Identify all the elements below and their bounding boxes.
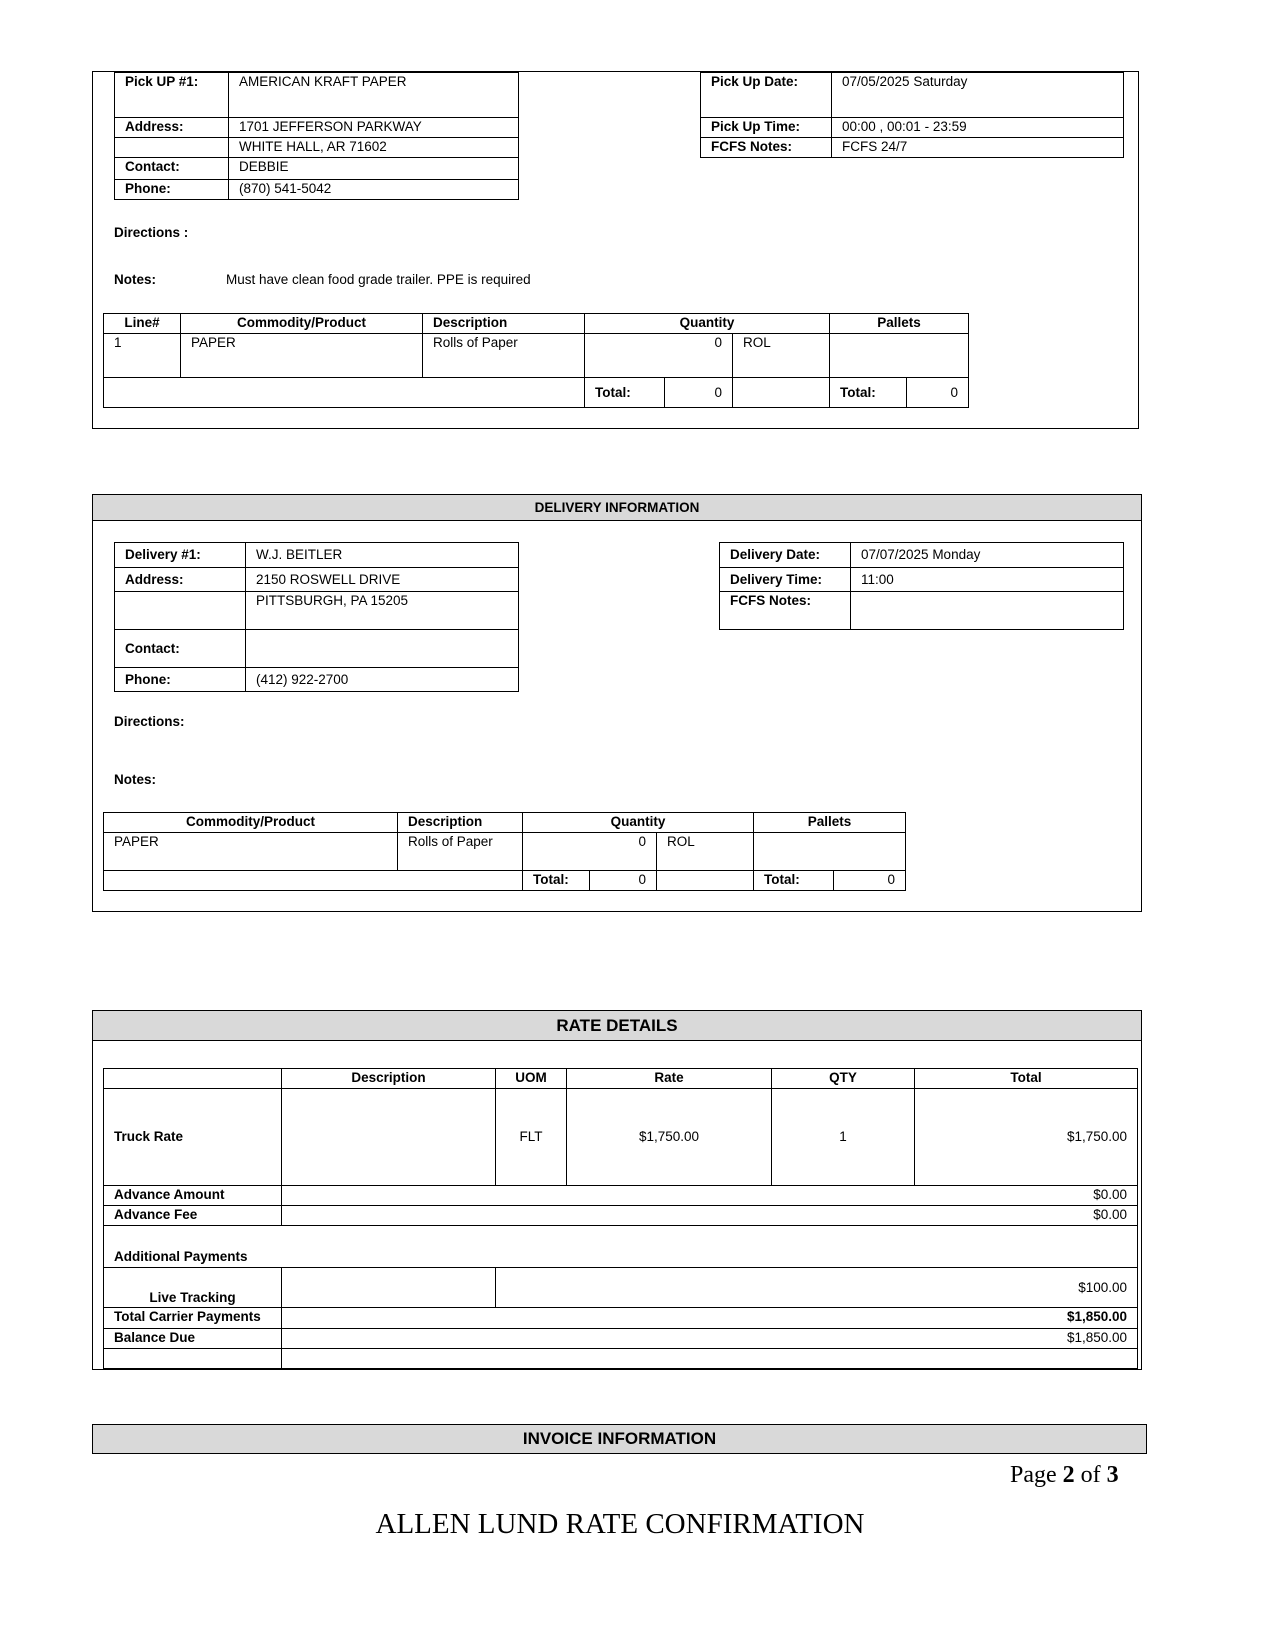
pickup-unit-total-blank (733, 378, 830, 408)
document-title: ALLEN LUND RATE CONFIRMATION (375, 1508, 865, 1540)
delivery-contact-label: Contact: (115, 630, 246, 668)
rate-blank-left (104, 1349, 282, 1369)
rate-section-header: RATE DETAILS (92, 1010, 1142, 1041)
pickup-info-table (114, 72, 519, 200)
truck-rate-qty: 1 (772, 1089, 915, 1186)
advance-fee-label: Advance Fee (104, 1206, 282, 1226)
delivery-notes-label: Notes: (114, 772, 157, 787)
invoice-section-header: INVOICE INFORMATION (92, 1424, 1147, 1454)
truck-rate-rate: $1,750.00 (567, 1089, 772, 1186)
pickup-date-label: Pick Up Date: (701, 73, 832, 118)
pickup-fcfs: FCFS 24/7 (832, 138, 1124, 158)
table-row (104, 1206, 1138, 1226)
table-row (104, 1329, 1138, 1349)
delivery-pallets-total: 0 (834, 871, 906, 891)
live-tracking-value: $100.00 (496, 1268, 1138, 1308)
pickup-time: 00:00 , 00:01 - 23:59 (832, 118, 1124, 138)
truck-rate-description (282, 1089, 496, 1186)
delivery-pallets-total-label: Total: (754, 871, 834, 891)
pickup-address-label: Address: (115, 118, 229, 138)
pickup-pallets-total: 0 (907, 378, 969, 408)
delivery-address-blank (115, 592, 246, 630)
total-carrier-payments-value: $1,850.00 (282, 1308, 1138, 1329)
balance-due-value: $1,850.00 (282, 1329, 1138, 1349)
delivery-address-line1: 2150 ROSWELL DRIVE (246, 568, 519, 592)
truck-rate-uom: FLT (496, 1089, 567, 1186)
delivery-commodity-table (103, 812, 906, 891)
delivery-col-commodity: Commodity/Product (104, 813, 398, 833)
rate-col-description: Description (282, 1069, 496, 1089)
rate-blank-right (282, 1349, 1138, 1369)
delivery-time-label: Delivery Time: (720, 568, 851, 592)
pickup-fcfs-label: FCFS Notes: (701, 138, 832, 158)
pickup-notes-text: Must have clean food grade trailer. PPE is required (226, 272, 531, 287)
table-row (104, 1308, 1138, 1329)
delivery-row-pallets (754, 833, 906, 871)
pickup-phone: (870) 541-5042 (229, 180, 519, 200)
delivery-address-label: Address: (115, 568, 246, 592)
pickup-pallets-total-label: Total: (830, 378, 907, 408)
delivery-qty-total: 0 (590, 871, 657, 891)
delivery-phone: (412) 922-2700 (246, 668, 519, 692)
table-row (104, 1268, 1138, 1308)
pickup-number-label: Pick UP #1: (115, 73, 229, 118)
page-of: of (1080, 1462, 1101, 1488)
balance-due-label: Balance Due (104, 1329, 282, 1349)
table-row (104, 833, 906, 871)
pickup-col-description: Description (423, 314, 585, 334)
delivery-section-header: DELIVERY INFORMATION (92, 494, 1142, 521)
pickup-row-line: 1 (104, 334, 181, 378)
pickup-col-line: Line# (104, 314, 181, 334)
advance-amount-label: Advance Amount (104, 1186, 282, 1206)
pickup-name: AMERICAN KRAFT PAPER (229, 73, 519, 118)
rate-col-uom: UOM (496, 1069, 567, 1089)
rate-col-qty: QTY (772, 1069, 915, 1089)
delivery-contact (246, 630, 519, 668)
table-row (104, 1089, 1138, 1186)
pickup-address-line2: WHITE HALL, AR 71602 (229, 138, 519, 158)
delivery-date: 07/07/2025 Monday (851, 543, 1124, 568)
pickup-qty-total: 0 (665, 378, 733, 408)
rate-col-total: Total (915, 1069, 1138, 1089)
truck-rate-total: $1,750.00 (915, 1089, 1138, 1186)
total-carrier-payments-label: Total Carrier Payments (104, 1308, 282, 1329)
pickup-col-quantity: Quantity (585, 314, 830, 334)
page-current: 2 (1062, 1462, 1075, 1488)
pickup-col-pallets: Pallets (830, 314, 969, 334)
pickup-row-pallets (830, 334, 969, 378)
table-row (104, 334, 969, 378)
additional-payments-label: Additional Payments (104, 1226, 1138, 1268)
pickup-address-blank (115, 138, 229, 158)
delivery-date-label: Delivery Date: (720, 543, 851, 568)
pickup-row-commodity: PAPER (181, 334, 423, 378)
delivery-name: W.J. BEITLER (246, 543, 519, 568)
pickup-col-commodity: Commodity/Product (181, 314, 423, 334)
pickup-phone-label: Phone: (115, 180, 229, 200)
delivery-time: 11:00 (851, 568, 1124, 592)
pickup-row-qty: 0 (585, 334, 733, 378)
delivery-info-table (114, 542, 519, 692)
delivery-phone-label: Phone: (115, 668, 246, 692)
pickup-schedule-table (700, 72, 1124, 158)
delivery-unit-total-blank (657, 871, 754, 891)
delivery-address-line2: PITTSBURGH, PA 15205 (246, 592, 519, 630)
pickup-row-description: Rolls of Paper (423, 334, 585, 378)
delivery-total-blank (104, 871, 523, 891)
pickup-time-label: Pick Up Time: (701, 118, 832, 138)
pickup-contact: DEBBIE (229, 158, 519, 180)
pickup-qty-total-label: Total: (585, 378, 665, 408)
delivery-row-commodity: PAPER (104, 833, 398, 871)
delivery-number-label: Delivery #1: (115, 543, 246, 568)
truck-rate-label: Truck Rate (104, 1089, 282, 1186)
rate-col-rate: Rate (567, 1069, 772, 1089)
pickup-address-line1: 1701 JEFFERSON PARKWAY (229, 118, 519, 138)
delivery-col-description: Description (398, 813, 523, 833)
delivery-row-description: Rolls of Paper (398, 833, 523, 871)
delivery-row-unit: ROL (657, 833, 754, 871)
delivery-fcfs (851, 592, 1124, 630)
pickup-notes-label: Notes: (114, 272, 157, 287)
pickup-date: 07/05/2025 Saturday (832, 73, 1124, 118)
page-total: 3 (1106, 1462, 1119, 1488)
live-tracking-label: Live Tracking (104, 1268, 282, 1308)
delivery-col-quantity: Quantity (523, 813, 754, 833)
delivery-schedule-table (719, 542, 1124, 630)
page-number (1010, 1462, 1119, 1489)
rate-header-blank (104, 1069, 282, 1089)
pickup-commodity-table (103, 313, 969, 408)
delivery-fcfs-label: FCFS Notes: (720, 592, 851, 630)
live-tracking-description (282, 1268, 496, 1308)
pickup-total-blank (104, 378, 585, 408)
delivery-col-pallets: Pallets (754, 813, 906, 833)
pickup-directions-label: Directions : (114, 225, 189, 240)
advance-amount-value: $0.00 (282, 1186, 1138, 1206)
pickup-contact-label: Contact: (115, 158, 229, 180)
table-row (104, 1186, 1138, 1206)
delivery-directions-label: Directions: (114, 714, 185, 729)
advance-fee-value: $0.00 (282, 1206, 1138, 1226)
rate-table (103, 1068, 1138, 1369)
page-word: Page (1010, 1462, 1057, 1488)
delivery-qty-total-label: Total: (523, 871, 590, 891)
delivery-row-qty: 0 (523, 833, 657, 871)
pickup-row-unit: ROL (733, 334, 830, 378)
